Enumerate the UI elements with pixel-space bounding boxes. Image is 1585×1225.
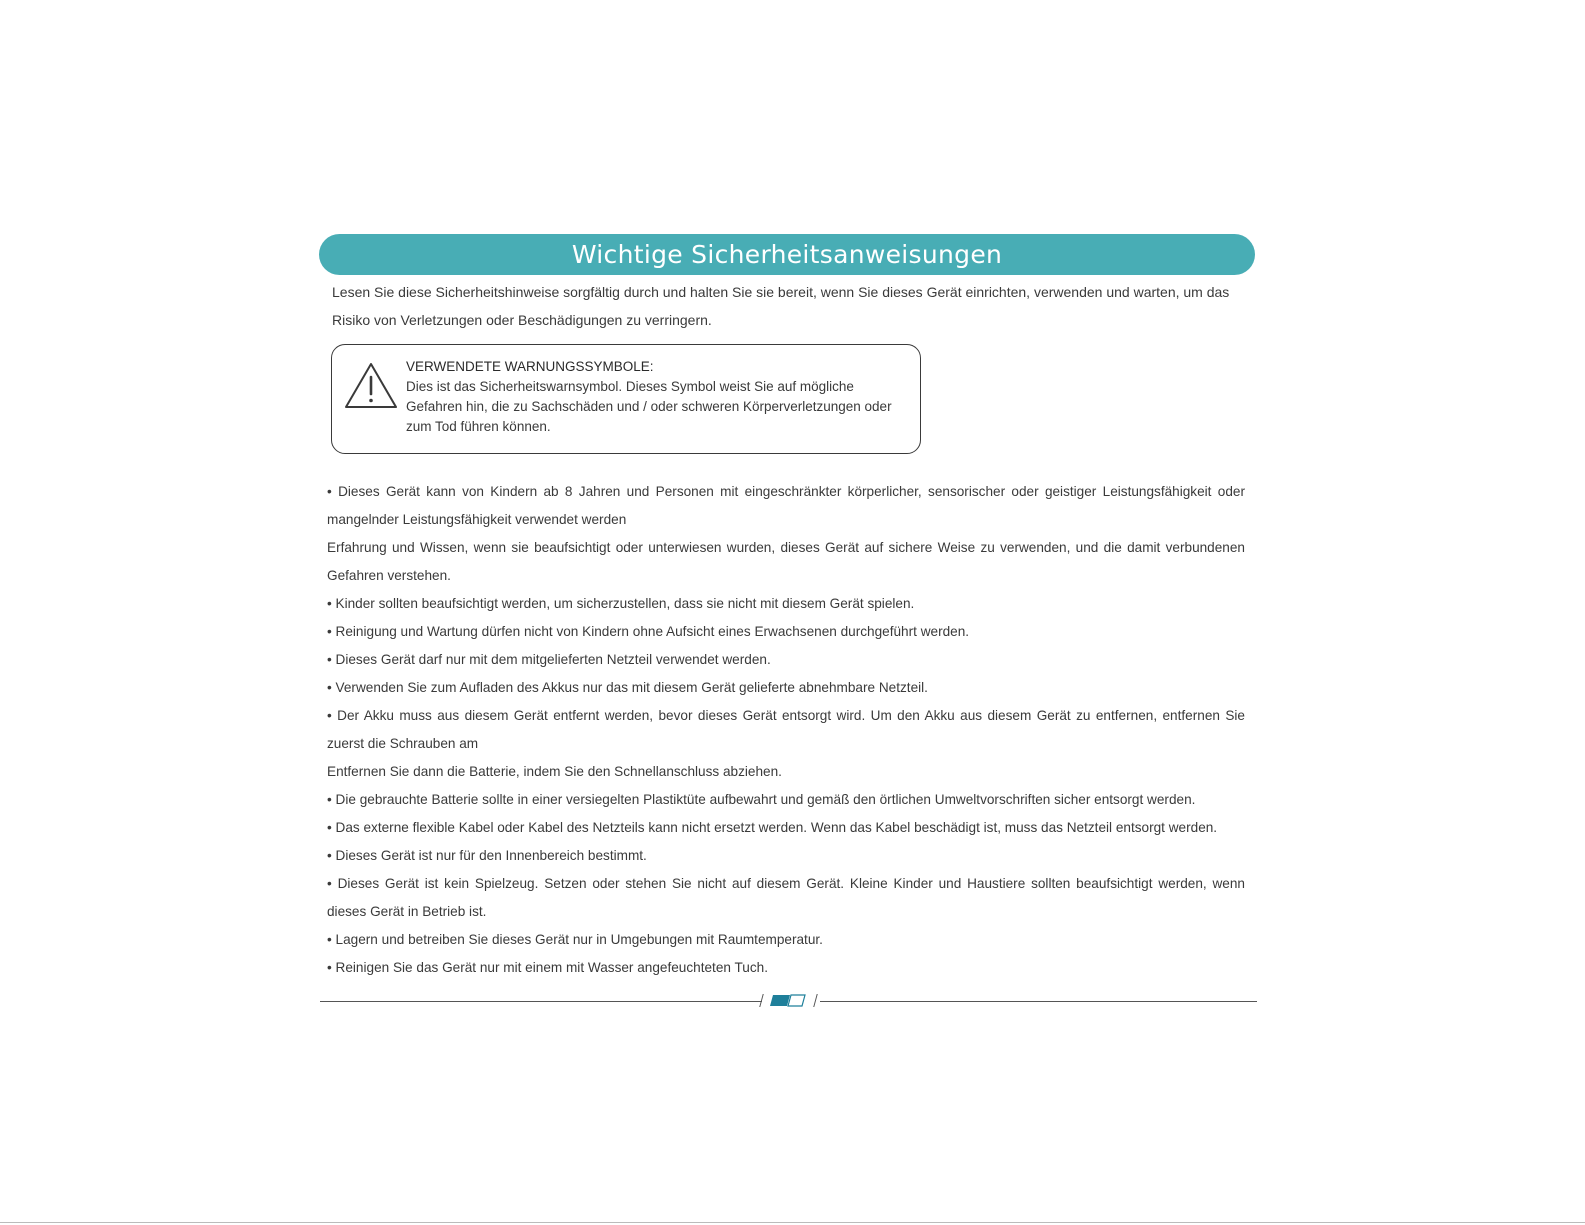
footer-rule-left: [320, 1001, 762, 1002]
list-item: • Der Akku muss aus diesem Gerät entfernt werden, bevor dieses Gerät entsorgt wird. Um den Akku aus diesem Gerät zu entfernen, entfernen Sie zuerst die Schrauben am: [327, 708, 1245, 751]
warning-triangle-icon: [343, 361, 399, 411]
warning-symbols-box: [331, 344, 921, 454]
list-item: • Dieses Gerät darf nur mit dem mitgelieferten Netzteil verwendet werden.: [327, 652, 771, 667]
list-item: Entfernen Sie dann die Batterie, indem Sie den Schnellanschluss abziehen.: [327, 764, 782, 779]
list-item: Erfahrung und Wissen, wenn sie beaufsichtigt oder unterwiesen wurden, dieses Gerät auf sichere Weise zu verwenden, und die damit verbundenen Gefahren verstehen.: [327, 540, 1245, 583]
footer-tick-right: [813, 994, 817, 1007]
list-item: • Die gebrauchte Batterie sollte in einer versiegelten Plastiktüte aufbewahrt und gemäß den örtlichen Umweltvorschriften sicher entsorgt werden.: [327, 792, 1196, 807]
warning-box-text: Dies ist das Sicherheitswarnsymbol. Dieses Symbol weist Sie auf mögliche Gefahren hin, die zu Sachschäden und / oder schweren Körperverletzungen oder zum Tod führen können.: [406, 379, 892, 434]
list-item: • Reinigen Sie das Gerät nur mit einem mit Wasser angefeuchteten Tuch.: [327, 960, 768, 975]
safety-instructions-list: [327, 478, 1245, 982]
list-item: • Dieses Gerät ist nur für den Innenbereich bestimmt.: [327, 848, 647, 863]
intro-text: Lesen Sie diese Sicherheitshinweise sorgfältig durch und halten Sie sie bereit, wenn Sie dieses Gerät einrichten, verwenden und warten, um das Risiko von Verletzungen oder Beschädigungen zu verringern.: [332, 284, 1230, 328]
footer-tick-left: [759, 994, 763, 1007]
page-marker-icon: [770, 994, 806, 1007]
list-item: • Dieses Gerät ist kein Spielzeug. Setzen oder stehen Sie nicht auf diesem Gerät. Kleine Kinder und Haustiere sollten beaufsichtigt werden, wenn dieses Gerät in Betrieb ist.: [327, 876, 1245, 919]
page-edge-line: [0, 1222, 1585, 1223]
list-item: • Dieses Gerät kann von Kindern ab 8 Jahren und Personen mit eingeschränkter körperlicher, sensorischer oder geistiger Leistungsfähigkeit oder mangelnder Leistungsfähigkeit verwendet werden: [327, 484, 1245, 527]
list-item: • Verwenden Sie zum Aufladen des Akkus nur das mit diesem Gerät gelieferte abnehmbare Netzteil.: [327, 680, 928, 695]
list-item: • Reinigung und Wartung dürfen nicht von Kindern ohne Aufsicht eines Erwachsenen durchgeführt werden.: [327, 624, 970, 639]
list-item: • Lagern und betreiben Sie dieses Gerät nur in Umgebungen mit Raumtemperatur.: [327, 932, 823, 947]
page-title-banner: [319, 234, 1255, 275]
list-item: • Kinder sollten beaufsichtigt werden, um sicherzustellen, dass sie nicht mit diesem Gerät spielen.: [327, 596, 915, 611]
footer-rule-right: [820, 1001, 1257, 1002]
warning-box-title: VERWENDETE WARNUNGSSYMBOLE:: [406, 359, 654, 374]
list-item: • Das externe flexible Kabel oder Kabel des Netzteils kann nicht ersetzt werden. Wenn das Kabel beschädigt ist, muss das Netzteil entsorgt werden.: [327, 820, 1218, 835]
page-title: Wichtige Sicherheitsanweisungen: [571, 240, 1003, 269]
